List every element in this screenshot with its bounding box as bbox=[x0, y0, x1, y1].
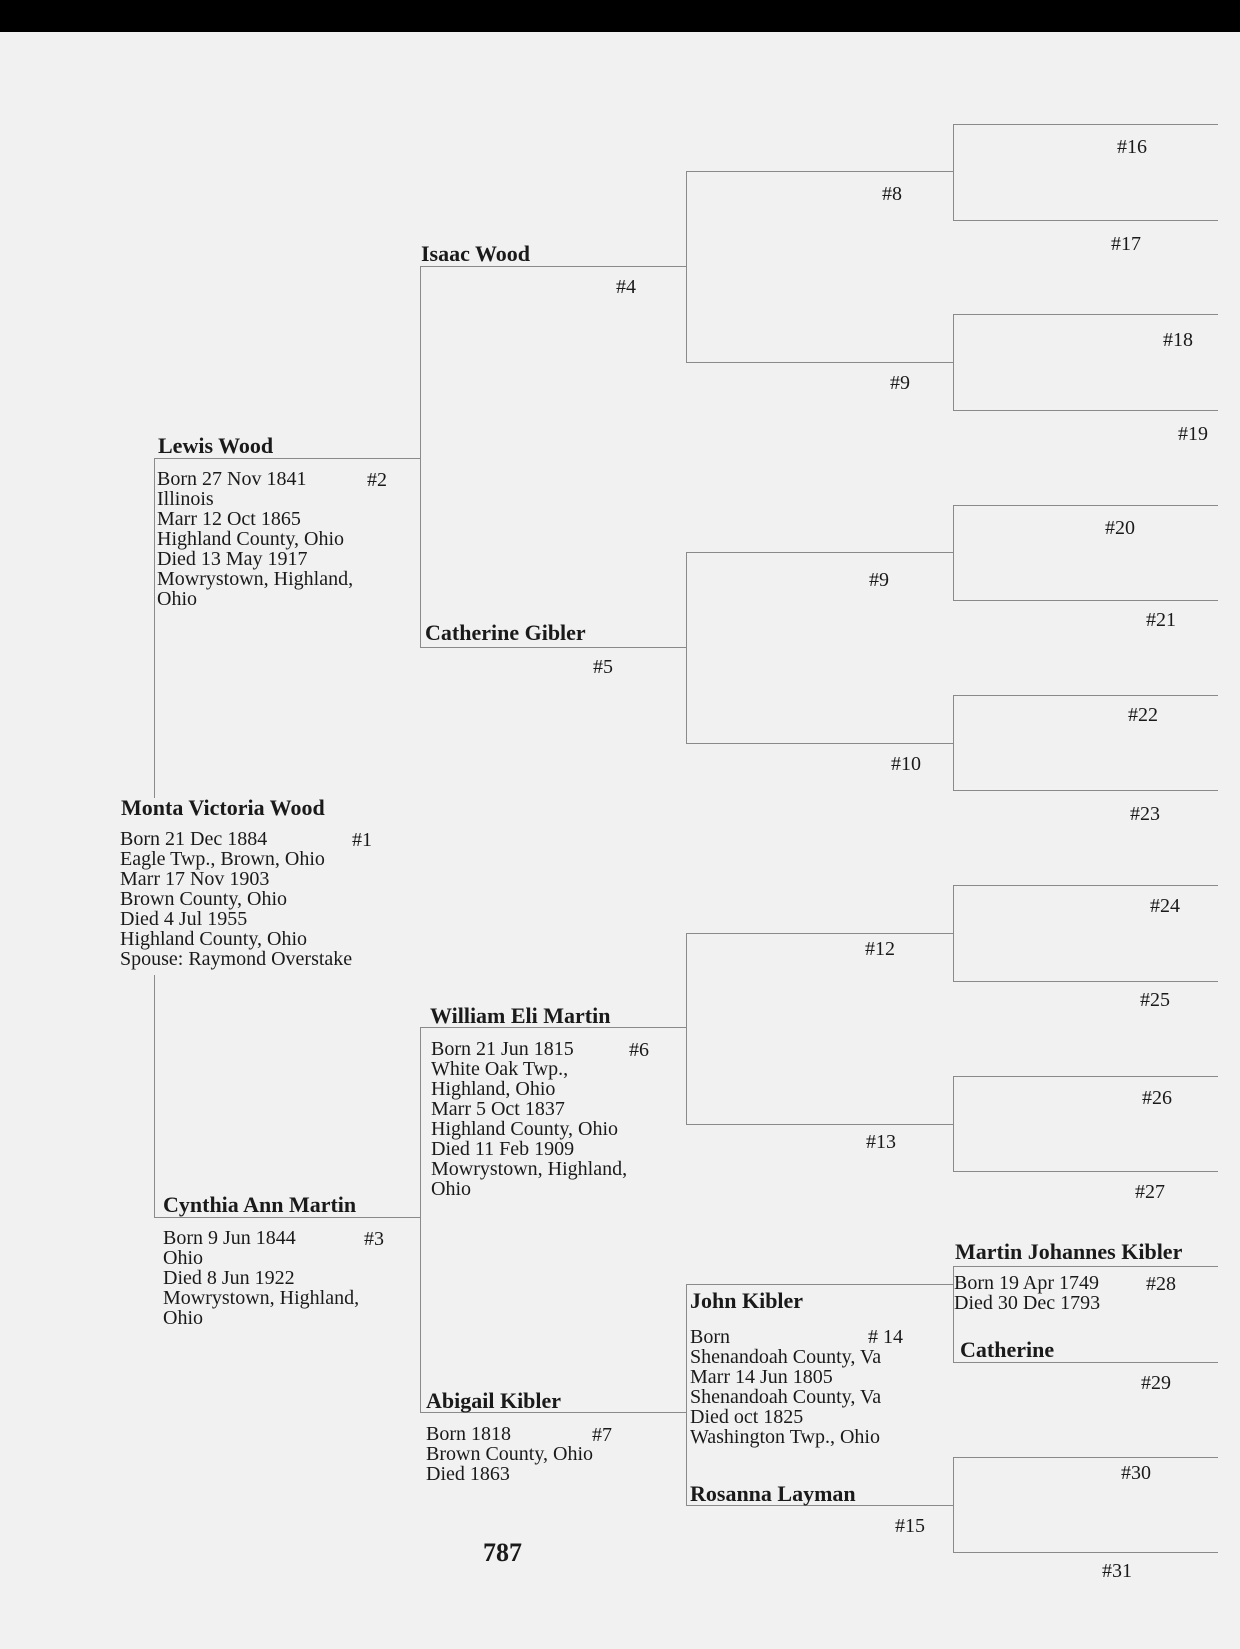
connector bbox=[420, 266, 421, 647]
person-3-died: Died 8 Jun 1922 bbox=[163, 1267, 295, 1289]
connector bbox=[686, 1124, 953, 1125]
person-27-number: #27 bbox=[1135, 1181, 1165, 1203]
person-1-marr-place: Brown County, Ohio bbox=[120, 888, 288, 910]
person-2-marr-place: Highland County, Ohio bbox=[157, 528, 345, 550]
person-9-duplicate-number: #9 bbox=[869, 569, 889, 591]
connector bbox=[953, 885, 1218, 886]
person-2-born: Born 27 Nov 1841 bbox=[157, 468, 307, 490]
person-14-died: Died oct 1825 bbox=[690, 1406, 804, 1428]
person-26-number: #26 bbox=[1142, 1087, 1172, 1109]
connector bbox=[953, 1076, 954, 1171]
connector bbox=[686, 171, 953, 172]
connector bbox=[953, 1266, 1218, 1267]
person-28-details bbox=[954, 1273, 1100, 1313]
connector bbox=[154, 458, 155, 798]
person-14-marr: Marr 14 Jun 1805 bbox=[690, 1366, 833, 1388]
person-14-number: # 14 bbox=[868, 1326, 903, 1348]
person-1-name: Monta Victoria Wood bbox=[121, 795, 325, 820]
connector bbox=[953, 1457, 1218, 1458]
person-1-marr: Marr 17 Nov 1903 bbox=[120, 868, 270, 890]
person-28-born: Born 19 Apr 1749 bbox=[954, 1272, 1099, 1294]
person-17-number: #17 bbox=[1111, 233, 1141, 255]
person-12-number: #12 bbox=[865, 938, 895, 960]
person-9-number: #9 bbox=[890, 372, 910, 394]
person-6-died-place-2: Ohio bbox=[431, 1178, 471, 1200]
person-6-marr: Marr 5 Oct 1837 bbox=[431, 1098, 565, 1120]
connector bbox=[953, 124, 954, 220]
person-31-number: #31 bbox=[1102, 1560, 1132, 1582]
person-8-number: #8 bbox=[882, 183, 902, 205]
person-22-number: #22 bbox=[1128, 704, 1158, 726]
connector bbox=[154, 1217, 420, 1218]
person-29-name: Catherine bbox=[960, 1337, 1055, 1362]
person-1-number: #1 bbox=[352, 829, 372, 851]
person-18-number: #18 bbox=[1163, 329, 1193, 351]
person-20-number: #20 bbox=[1105, 517, 1135, 539]
connector bbox=[953, 124, 1218, 125]
person-7-born-place: Brown County, Ohio bbox=[426, 1443, 594, 1465]
connector bbox=[686, 933, 953, 934]
person-6-number: #6 bbox=[629, 1039, 649, 1061]
person-1-born-place: Eagle Twp., Brown, Ohio bbox=[120, 848, 325, 870]
person-7-number: #7 bbox=[592, 1424, 612, 1446]
person-7-born: Born 1818 bbox=[426, 1423, 511, 1445]
connector bbox=[953, 314, 1218, 315]
connector bbox=[953, 505, 1218, 506]
person-19-number: #19 bbox=[1178, 423, 1208, 445]
connector bbox=[686, 552, 687, 743]
person-15-name: Rosanna Layman bbox=[690, 1481, 856, 1506]
person-3-died-place-1: Mowrystown, Highland, bbox=[163, 1287, 360, 1309]
connector bbox=[953, 1552, 1218, 1553]
person-29-number: #29 bbox=[1141, 1372, 1171, 1394]
person-6-marr-place: Highland County, Ohio bbox=[431, 1118, 619, 1140]
person-6-born-place-2: Highland, Ohio bbox=[431, 1078, 556, 1100]
connector bbox=[154, 458, 420, 459]
connector bbox=[953, 1171, 1218, 1172]
connector bbox=[686, 362, 953, 363]
person-6-name: William Eli Martin bbox=[430, 1003, 611, 1028]
connector bbox=[953, 220, 1218, 221]
connector bbox=[420, 266, 686, 267]
person-1-died: Died 4 Jul 1955 bbox=[120, 908, 248, 930]
person-5-number: #5 bbox=[593, 656, 613, 678]
person-2-born-place: Illinois bbox=[157, 488, 214, 510]
person-28-name: Martin Johannes Kibler bbox=[955, 1239, 1183, 1264]
person-28-died: Died 30 Dec 1793 bbox=[954, 1292, 1101, 1314]
connector bbox=[686, 1284, 953, 1285]
connector bbox=[953, 790, 1218, 791]
person-7-died: Died 1863 bbox=[426, 1463, 510, 1485]
connector bbox=[953, 695, 954, 790]
person-14-details bbox=[690, 1327, 881, 1447]
connector bbox=[953, 981, 1218, 982]
person-23-number: #23 bbox=[1130, 803, 1160, 825]
person-2-details bbox=[157, 469, 353, 609]
person-3-born: Born 9 Jun 1844 bbox=[163, 1227, 296, 1249]
connector bbox=[953, 1076, 1218, 1077]
person-2-number: #2 bbox=[367, 469, 387, 491]
person-13-number: #13 bbox=[866, 1131, 896, 1153]
person-14-marr-place: Shenandoah County, Va bbox=[690, 1386, 882, 1408]
person-1-details bbox=[120, 829, 352, 969]
connector bbox=[953, 1362, 1218, 1363]
person-6-died-place-1: Mowrystown, Highland, bbox=[431, 1158, 628, 1180]
person-15-number: #15 bbox=[895, 1515, 925, 1537]
person-14-died-place: Washington Twp., Ohio bbox=[690, 1426, 880, 1448]
person-24-number: #24 bbox=[1150, 895, 1180, 917]
person-6-born-place-1: White Oak Twp., bbox=[431, 1058, 569, 1080]
connector bbox=[686, 933, 687, 1124]
connector bbox=[953, 505, 954, 600]
person-3-born-place: Ohio bbox=[163, 1247, 203, 1269]
person-2-name: Lewis Wood bbox=[158, 433, 274, 458]
connector bbox=[686, 1284, 687, 1505]
person-1-spouse: Spouse: Raymond Overstake bbox=[120, 948, 353, 970]
person-3-name: Cynthia Ann Martin bbox=[163, 1192, 357, 1217]
person-2-died: Died 13 May 1917 bbox=[157, 548, 308, 570]
connector bbox=[686, 171, 687, 362]
connector bbox=[154, 975, 155, 1217]
connector bbox=[953, 600, 1218, 601]
person-30-number: #30 bbox=[1121, 1462, 1151, 1484]
connector bbox=[686, 743, 953, 744]
person-2-died-place-2: Ohio bbox=[157, 588, 197, 610]
person-2-marr: Marr 12 Oct 1865 bbox=[157, 508, 301, 530]
person-6-died: Died 11 Feb 1909 bbox=[431, 1138, 575, 1160]
person-2-died-place-1: Mowrystown, Highland, bbox=[157, 568, 354, 590]
person-1-born: Born 21 Dec 1884 bbox=[120, 828, 268, 850]
person-14-name: John Kibler bbox=[690, 1288, 804, 1313]
person-7-name: Abigail Kibler bbox=[426, 1388, 562, 1413]
person-3-died-place-2: Ohio bbox=[163, 1307, 203, 1329]
person-28-number: #28 bbox=[1146, 1273, 1176, 1295]
connector bbox=[953, 410, 1218, 411]
connector bbox=[953, 695, 1218, 696]
person-3-details bbox=[163, 1228, 359, 1328]
connector bbox=[420, 1027, 421, 1412]
person-4-name: Isaac Wood bbox=[421, 241, 531, 266]
person-16-number: #16 bbox=[1117, 136, 1147, 158]
person-6-details bbox=[431, 1039, 627, 1199]
person-5-name: Catherine Gibler bbox=[425, 620, 586, 645]
page-number: 787 bbox=[483, 1538, 522, 1567]
connector bbox=[953, 885, 954, 981]
connector bbox=[420, 647, 686, 648]
connector bbox=[953, 314, 954, 410]
person-14-born: Born bbox=[690, 1326, 730, 1348]
connector bbox=[686, 552, 953, 553]
person-4-number: #4 bbox=[616, 276, 636, 298]
connector bbox=[953, 1457, 954, 1552]
person-3-number: #3 bbox=[364, 1228, 384, 1250]
person-10-number: #10 bbox=[891, 753, 921, 775]
person-7-details bbox=[426, 1424, 593, 1484]
person-6-born: Born 21 Jun 1815 bbox=[431, 1038, 574, 1060]
person-1-died-place: Highland County, Ohio bbox=[120, 928, 308, 950]
person-25-number: #25 bbox=[1140, 989, 1170, 1011]
person-21-number: #21 bbox=[1146, 609, 1176, 631]
person-14-born-place: Shenandoah County, Va bbox=[690, 1346, 882, 1368]
